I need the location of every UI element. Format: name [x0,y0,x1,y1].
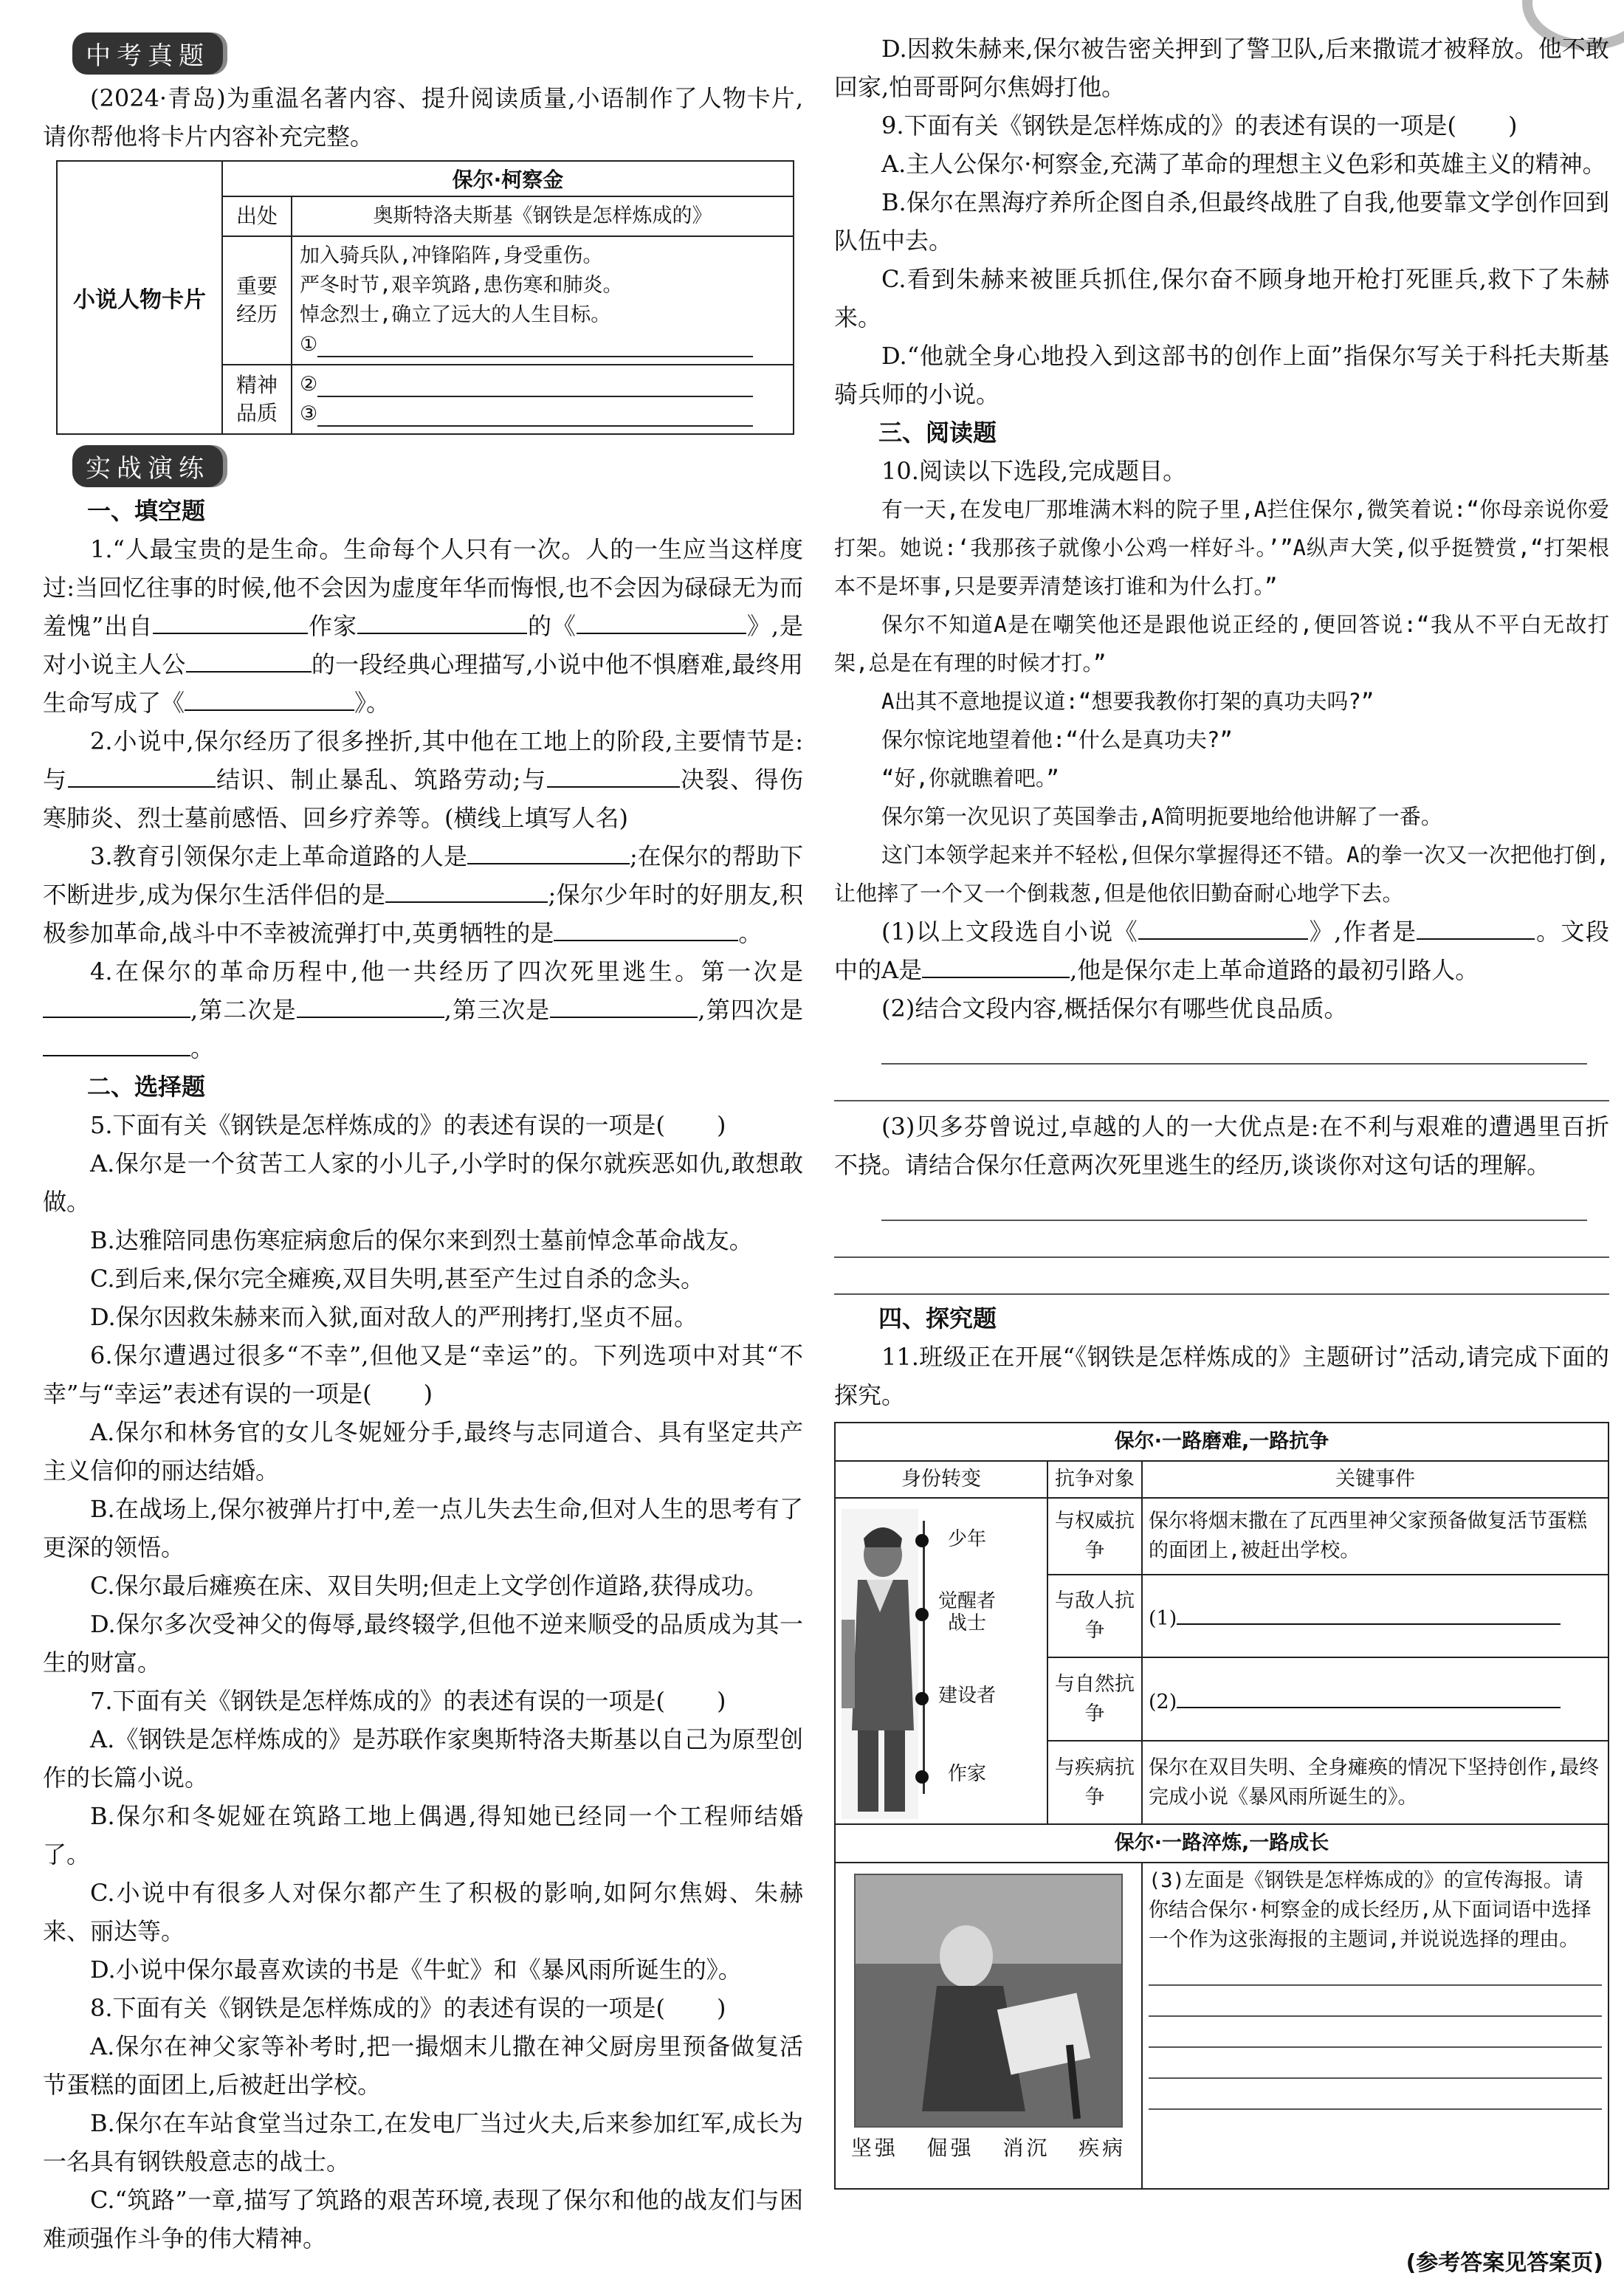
left-column [43,30,803,2258]
identity-cell [835,1498,1047,1824]
spirit-label [222,365,292,434]
question-7: 7.下面有关《钢铁是怎样炼成的》的表述有误的一项是( ) [90,1687,726,1715]
theme-word[interactable]: 坚强 [850,2136,898,2160]
option: A.保尔在神父家等补考时,把一撮烟末儿撒在神父厨房里预备做复活节蛋糕的面团上,后被赶出学校。 [43,2032,803,2099]
key-event-blank[interactable] [1142,1575,1608,1658]
option: C.保尔最后瘫痪在床、双目失明;但走上文学创作道路,获得成功。 [90,1572,768,1600]
option: C.看到朱赫来被匪兵抓住,保尔奋不顾身地开枪打死匪兵,救下了朱赫来。 [834,265,1609,331]
answer-blank[interactable] [577,608,746,634]
theme-words [836,2133,1141,2163]
answer-blank[interactable] [467,838,630,864]
answer-blank[interactable] [547,761,680,788]
question-10-3: (3)贝多芬曾说过,卓越的人的一大优点是:在不利与艰难的遭遇里百折不挠。请结合保尔任意两次死里逃生的经历,谈谈你对这句话的理解。 [834,1113,1609,1179]
experience-item: 悼念烈士,确立了远大的人生目标。 [300,303,611,326]
struggle-table [834,1422,1609,2190]
passage-paragraph: 这门本领学起来并不轻松,但保尔掌握得还不错。A的拳一次又一次把他打倒,让他摔了一个又一个倒栽葱,但是他依旧勤奋耐心地学下去。 [834,842,1609,906]
answer-line[interactable] [834,1221,1609,1258]
passage-paragraph: 有一天,在发电厂那堆满木料的院子里,A拦住保尔,微笑着说:“你母亲说你爱打架。她说:‘我那孩子就像小公鸡一样好斗。’”A纵声大笑,似乎挺赞赏,“打架根本不是坏事,只是要弄清楚该打谁和为什么打。” [834,497,1609,599]
timeline-dot [915,1770,929,1784]
passage-paragraph: 保尔惊诧地望着他:“什么是真功夫?” [881,727,1233,752]
poster-question: (3)左面是《钢铁是怎样炼成的》的宣传海报。请你结合保尔·柯察金的成长经历,从下面词语中选择一个作为这张海报的主题词,并说说选择的理由。 [1149,1869,1592,1951]
theme-word[interactable]: 倔强 [926,2136,974,2160]
timeline-dot [915,1608,929,1621]
column-header: 抗争对象 [1047,1461,1142,1498]
question-9: 9.下面有关《钢铁是怎样炼成的》的表述有误的一项是( ) [881,111,1518,140]
passage-paragraph: “好,你就瞧着吧。” [881,766,1059,791]
answer-line[interactable] [1149,2017,1602,2048]
answer-blank[interactable] [554,915,738,941]
source-label: 出处 [222,196,292,236]
option: A.保尔是一个贫苦工人家的小儿子,小学时的保尔就疾恶如仇,敢想敢做。 [43,1149,803,1216]
experience-list [292,236,794,365]
answer-blank[interactable] [68,761,216,788]
option: B.保尔在黑海疗养所企图自杀,但最终战胜了自我,他要靠文学创作回到队伍中去。 [834,188,1609,255]
poster-illustration [854,1874,1123,2128]
answer-blank[interactable] [297,991,444,1018]
answer-blank[interactable] [185,684,354,711]
question-10: 10.阅读以下选段,完成题目。 [881,457,1187,485]
question-3: 3.教育引领保尔走上革命道路的人是 ;在保尔的帮助下不断进步,成为保尔生活伴侣的是 ;保尔少年时的好朋友,积极参加革命,战斗中不幸被流弹打中,英勇牺牲的是 。 [43,837,803,952]
answer-blank[interactable] [1417,913,1535,940]
option: C.小说中有很多人对保尔都产生了积极的影响,如阿尔焦姆、朱赫来、丽达等。 [43,1879,803,1945]
option: B.保尔在车站食堂当过杂工,在发电厂当过火夫,后来参加红军,成长为一名具有钢铁般意志的战士。 [43,2109,803,2176]
answer-blank[interactable] [43,1030,190,1056]
blank-number: (1) [1149,1607,1177,1631]
answer-blank[interactable] [922,952,1070,978]
experience-item: 加入骑兵队,冲锋陷阵,身受重伤。 [300,244,603,267]
answer-line[interactable] [1149,2079,1602,2110]
option: D.因救朱赫来,保尔被告密关押到了警卫队,后来撒谎才被释放。他不敢回家,怕哥哥阿尔焦姆打他。 [834,35,1609,101]
struggle-object: 与自然抗争 [1047,1657,1142,1741]
column-header: 身份转变 [835,1461,1047,1498]
identity-label: 觉醒者战士 [937,1590,996,1634]
identity-timeline [836,1499,1047,1823]
passage-paragraph: A出其不意地提议道:“想要我教你打架的真功夫吗?” [881,689,1374,714]
blank-number: ③ [300,402,318,425]
poster-question-cell [1142,1863,1608,2189]
spirit-blanks[interactable] [292,365,794,434]
option: A.《钢铁是怎样炼成的》是苏联作家奥斯特洛夫斯基以自己为原型创作的长篇小说。 [43,1725,803,1792]
answer-blank[interactable] [1177,1598,1561,1625]
option: D.保尔多次受神父的侮辱,最终辍学,但他不逆来顺受的品质成为其一生的财富。 [43,1610,803,1677]
option: B.在战场上,保尔被弹片打中,差一点儿失去生命,但对人生的思考有了更深的领悟。 [43,1495,803,1561]
answer-blank[interactable] [385,876,548,903]
answer-line[interactable] [881,1184,1587,1221]
question-5: 5.下面有关《钢铁是怎样炼成的》的表述有误的一项是( ) [90,1111,726,1139]
column-header: 关键事件 [1142,1461,1608,1498]
table-title: 保尔·一路磨难,一路抗争 [835,1423,1608,1461]
option: B.保尔和冬妮娅在筑路工地上偶遇,得知她已经同一个工程师结婚了。 [43,1802,803,1868]
option: D.“他就全身心地投入到这部书的创作上面”指保尔写关于科托夫斯基骑兵师的小说。 [834,342,1609,408]
struggle-object: 与敌人抗争 [1047,1575,1142,1658]
character-card [56,160,794,435]
answer-line[interactable] [317,374,753,397]
question-8: 8.下面有关《钢铁是怎样炼成的》的表述有误的一项是( ) [90,1994,726,2022]
question-1: 1.“人最宝贵的是生命。生命每个人只有一次。人的一生应当这样度过:当回忆往事的时候,他不会因为虚度年华而悔恨,也不会因为碌碌无为而羞愧”出自 作家 的《 》,是对小说主人公 的一段经典心理描写,小说中他不惧磨难,最终用生命写成了《 》。 [43,535,803,717]
question-4: 4.在保尔的革命历程中,他一共经历了四次死里逃生。第一次是,第二次是 ,第三次是 ,第四次是。 [43,952,803,1067]
section-tag-zhongkao: 中考真题 [72,32,223,75]
table-title: 保尔·一路淬炼,一路成长 [835,1824,1608,1863]
answer-line[interactable] [1149,1986,1602,2017]
spirit-label-1: 精神 [235,373,278,397]
answer-blank[interactable] [1138,913,1308,940]
experience-blank[interactable] [300,330,785,360]
passage-paragraph: 保尔不知道A是在嘲笑他还是跟他说正经的,便回答说:“我从不平白无故打架,总是在有理的时候才打。” [834,612,1609,675]
experience-label [222,236,292,365]
blank-number: (2) [1149,1690,1177,1713]
question-6: 6.保尔遭遇过很多“不幸”,但他又是“幸运”的。下列选项中对其“不幸”与“幸运”表述有误的一项是( ) [43,1341,803,1408]
key-event-blank[interactable] [1142,1657,1608,1741]
option: D.小说中保尔最喜欢读的书是《牛虻》和《暴风雨所诞生的》。 [90,1956,742,1984]
answer-line[interactable] [1149,1955,1602,1986]
question-2: 2.小说中,保尔经历了很多挫折,其中他在工地上的阶段,主要情节是:与 结识、制止暴乱、筑路劳动;与 决裂、得伤寒肺炎、烈士墓前感悟、回乡疗养等。(横线上填写人名) [43,727,803,832]
struggle-object: 与权威抗争 [1047,1498,1142,1575]
section-tag-shizhan: 实战演练 [72,445,223,487]
struggle-object: 与疾病抗争 [1047,1741,1142,1824]
theme-word[interactable]: 疾病 [1078,2136,1126,2160]
option: C.到后来,保尔完全瘫痪,双目失明,甚至产生过自杀的念头。 [90,1265,705,1293]
section-heading-explore: 四、探究题 [878,1304,997,1333]
option: C.“筑路”一章,描写了筑路的艰苦环境,表现了保尔和他的战友们与困难顽强作斗争的伟大精神。 [43,2186,803,2252]
experience-label-1: 重要 [235,274,278,298]
timeline-line [923,1521,925,1794]
blank-number: ① [300,333,318,356]
source-value: 奥斯特洛夫斯基《钢铁是怎样炼成的》 [292,196,794,236]
experience-label-2: 经历 [235,302,278,326]
timeline-dot [915,1534,929,1547]
question-11: 11.班级正在开展“《钢铁是怎样炼成的》主题研讨”活动,请完成下面的探究。 [834,1343,1609,1409]
answer-blank[interactable] [186,646,312,673]
answer-blank[interactable] [43,991,190,1018]
option: A.保尔和林务官的女儿冬妮娅分手,最终与志同道合、具有坚定共产主义信仰的丽达结婚。 [43,1418,803,1485]
theme-word[interactable]: 消沉 [1002,2136,1050,2160]
answer-blank[interactable] [1177,1682,1561,1708]
identity-label: 少年 [947,1528,986,1550]
section-heading-reading: 三、阅读题 [878,419,997,447]
blank-number: ② [300,373,318,396]
key-event: 保尔在双目失明、全身瘫痪的情况下坚持创作,最终完成小说《暴风雨所诞生的》。 [1142,1741,1608,1824]
answer-line[interactable] [834,1258,1609,1295]
answer-blank[interactable] [153,608,308,634]
answer-blank[interactable] [357,608,527,634]
section-heading-choice: 二、选择题 [87,1073,206,1101]
option: B.达雅陪同患伤寒症病愈后的保尔来到烈士墓前悼念革命战友。 [90,1226,753,1254]
passage-paragraph: 保尔第一次见识了英国拳击,A简明扼要地给他讲解了一番。 [881,804,1442,829]
soldier-illustration [842,1509,918,1819]
answer-blank[interactable] [550,991,698,1018]
card-title: 小说人物卡片 [57,161,222,434]
spirit-label-2: 品质 [235,401,278,425]
question-10-1: (1)以上文段选自小说《 》,作者是 。文段中的A是 ,他是保尔走上革命道路的最初引路人。 [834,912,1609,989]
key-event: 保尔将烟末撒在了瓦西里神父家预备做复活节蛋糕的面团上,被赶出学校。 [1142,1498,1608,1575]
identity-label: 建设者 [937,1685,996,1707]
experience-item: 严冬时节,艰辛筑路,患伤寒和肺炎。 [300,274,623,297]
answer-line[interactable] [1149,2048,1602,2079]
answer-line[interactable] [881,1028,1587,1065]
question-10-2: (2)结合文段内容,概括保尔有哪些优良品质。 [881,994,1348,1022]
footer-note: (参考答案见答案页) [1405,2250,1603,2276]
answer-line[interactable] [834,1065,1609,1101]
poster-cell [835,1863,1142,2189]
card-name: 保尔·柯察金 [222,161,794,196]
timeline-dot [915,1692,929,1705]
section-heading-fill: 一、填空题 [87,497,206,525]
right-column [834,30,1609,2190]
option: D.保尔因救朱赫来而入狱,面对敌人的严刑拷打,坚贞不屈。 [90,1303,698,1331]
option: A.主人公保尔·柯察金,充满了革命的理想主义色彩和英雄主义的精神。 [881,150,1606,178]
answer-line[interactable] [317,403,753,427]
identity-label: 作家 [947,1763,986,1785]
zhongkao-intro: (2024·青岛)为重温名著内容、提升阅读质量,小语制作了人物卡片,请你帮他将卡片内容补充完整。 [43,84,803,151]
answer-line[interactable] [317,334,753,357]
